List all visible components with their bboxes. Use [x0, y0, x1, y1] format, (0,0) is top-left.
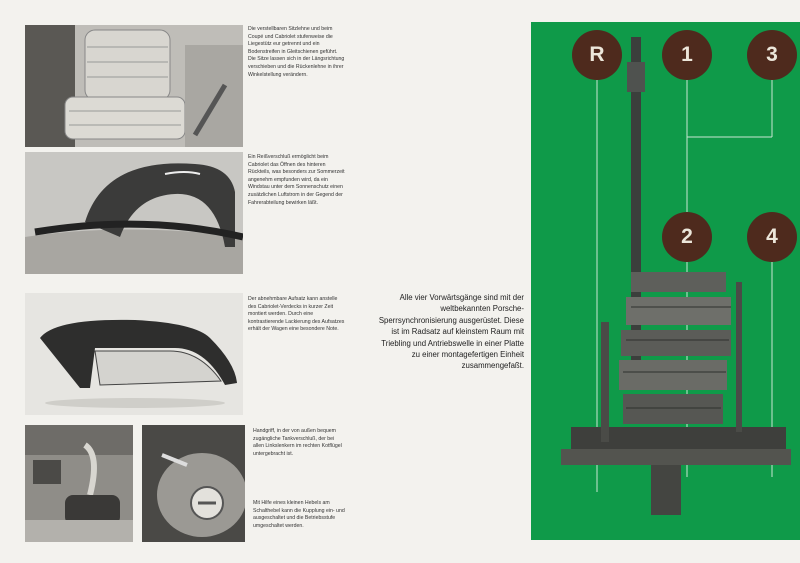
handbrake-caption: Handgriff, in der von außen bequem zugängliche Tankverschluß, der bei allen Linkslenkern im rechten Kotflügel untergebracht ist.: [253, 428, 342, 457]
gear-badge-first: 1: [662, 30, 712, 80]
gear-badge-fourth: 4: [747, 212, 797, 262]
gear-badge-third: 3: [747, 30, 797, 80]
gear-badge-second: 2: [662, 212, 712, 262]
gearbox-description: Alle vier Vorwärtsgänge sind mit der weltbekannten Porsche-Sperrsynchronisierung ausgerüstet. Diese ist im Radsatz auf kleinstem Raum mit Triebling und Antriebswelle in einer Platte zu einer montagefertigen Einheit zusammengefaßt.: [378, 293, 524, 371]
gear-badge-reverse: R: [572, 30, 622, 80]
fuel-tank-photo: [142, 425, 245, 542]
hardtop-caption: Der abnehmbare Aufsatz kann anstelle des Cabriolet-Verdecks in kurzer Zeit montiert werden. Durch eine kontrastierende Lackierung des Aufsatzes erhält der Wagen eine besondere Note.: [248, 296, 345, 333]
gearbox-panel: [531, 22, 800, 540]
seat-photo: [25, 25, 243, 147]
handbrake-photo: [25, 425, 133, 542]
convertible-top-caption: Ein Reißverschluß ermöglicht beim Cabriolet das Öffnen des hinteren Rückteils, was besonders zur Sommerzeit angenehm empfunden wird, da ein Windstau unter dem Sonnenschutz einen zusätzlichen Luftstrom in der Gegend der Fahrerabteilung bewirken läßt.: [248, 154, 345, 206]
seat-caption: Die verstellbaren Sitzlehne und beim Coupé und Cabriolet stufenweise die Liegestütz eur getrennt und ein Bodenstreifen in Gleitschienen geführt. Die Sitze lassen sich in der Längsrichtung verschieben und die Rückenlehne in ihrer Winkelstellung verändern.: [248, 26, 345, 78]
fuel-tank-caption: Mit Hilfe eines kleinen Hebels am Schalthebel kann die Kupplung ein- und ausgeschaltet und die Betriebsstufe umgeschaltet werden.: [253, 500, 345, 529]
convertible-top-photo: [25, 152, 243, 274]
hardtop-photo: [25, 293, 243, 415]
